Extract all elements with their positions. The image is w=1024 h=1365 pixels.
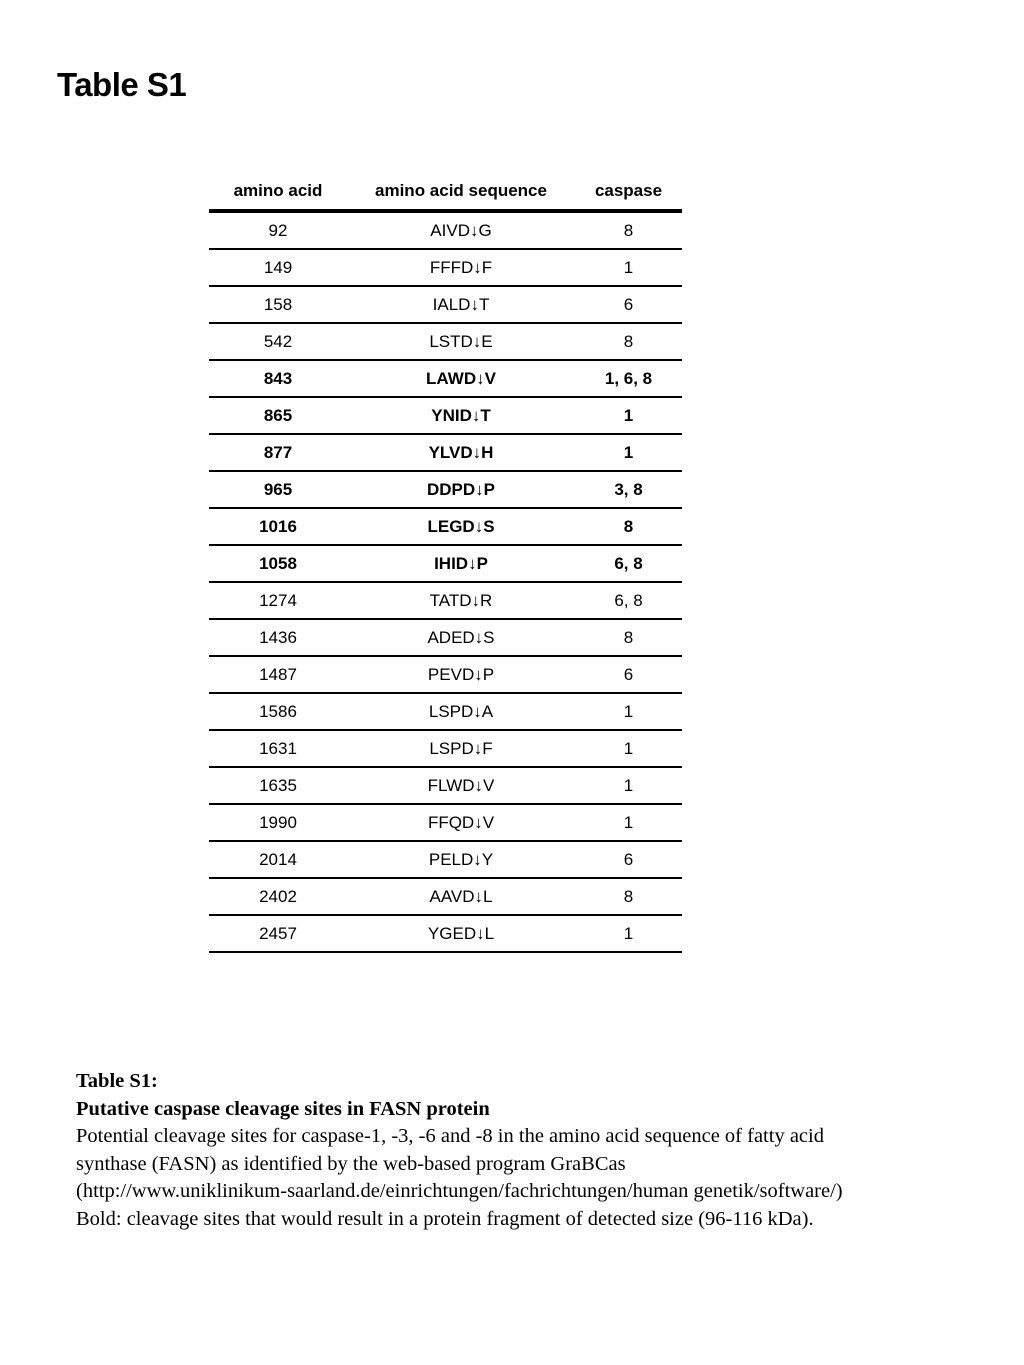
table-row	[209, 360, 682, 397]
table-row	[209, 582, 682, 619]
cell-amino-acid: 1990	[209, 804, 347, 841]
cell-sequence: YNID↓T	[347, 397, 575, 434]
table-row	[209, 323, 682, 360]
cell-caspase: 1	[575, 804, 682, 841]
caption-line: synthase (FASN) as identified by the web-based program GraBCas	[76, 1152, 626, 1175]
cell-caspase: 1, 6, 8	[575, 360, 682, 397]
cell-caspase: 6, 8	[575, 582, 682, 619]
table-row	[209, 545, 682, 582]
cell-caspase: 1	[575, 767, 682, 804]
cell-sequence: YGED↓L	[347, 915, 575, 952]
table-row	[209, 434, 682, 471]
table-header-row	[209, 173, 682, 211]
cell-sequence: IHID↓P	[347, 545, 575, 582]
cell-sequence: LSTD↓E	[347, 323, 575, 360]
table-row	[209, 915, 682, 952]
cell-amino-acid: 877	[209, 434, 347, 471]
cleavage-sites-table	[209, 173, 682, 953]
cell-amino-acid: 1436	[209, 619, 347, 656]
cell-amino-acid: 865	[209, 397, 347, 434]
cell-sequence: FLWD↓V	[347, 767, 575, 804]
cell-caspase: 8	[575, 323, 682, 360]
cell-amino-acid: 1487	[209, 656, 347, 693]
cell-caspase: 8	[575, 878, 682, 915]
table-row	[209, 841, 682, 878]
cell-caspase: 6	[575, 656, 682, 693]
cell-amino-acid: 1016	[209, 508, 347, 545]
table-caption	[76, 1068, 976, 1233]
cell-sequence: PEVD↓P	[347, 656, 575, 693]
cell-caspase: 6	[575, 841, 682, 878]
cell-caspase: 1	[575, 693, 682, 730]
cell-caspase: 1	[575, 915, 682, 952]
cell-sequence: DDPD↓P	[347, 471, 575, 508]
caption-heading: Putative caspase cleavage sites in FASN protein	[76, 1097, 490, 1120]
table-row	[209, 471, 682, 508]
cell-amino-acid: 542	[209, 323, 347, 360]
cell-amino-acid: 1635	[209, 767, 347, 804]
cell-sequence: FFFD↓F	[347, 249, 575, 286]
cell-caspase: 8	[575, 211, 682, 249]
header-amino-acid: amino acid	[209, 173, 347, 211]
cell-sequence: AIVD↓G	[347, 211, 575, 249]
cell-caspase: 3, 8	[575, 471, 682, 508]
table-row	[209, 804, 682, 841]
caption-label: Table S1:	[76, 1070, 158, 1092]
page-title: Table S1	[57, 66, 187, 103]
cell-amino-acid: 1058	[209, 545, 347, 582]
cell-amino-acid: 149	[209, 249, 347, 286]
cell-amino-acid: 1631	[209, 730, 347, 767]
table-row	[209, 656, 682, 693]
cell-sequence: LSPD↓A	[347, 693, 575, 730]
table-row	[209, 249, 682, 286]
cell-caspase: 1	[575, 730, 682, 767]
cell-caspase: 1	[575, 249, 682, 286]
cell-sequence: LAWD↓V	[347, 360, 575, 397]
cell-sequence: TATD↓R	[347, 582, 575, 619]
cell-amino-acid: 158	[209, 286, 347, 323]
cell-sequence: LEGD↓S	[347, 508, 575, 545]
table-row	[209, 397, 682, 434]
cell-sequence: YLVD↓H	[347, 434, 575, 471]
caption-line: Potential cleavage sites for caspase-1, -3, -6 and -8 in the amino acid sequence of fatty acid	[76, 1125, 824, 1147]
table-row	[209, 693, 682, 730]
cell-amino-acid: 2402	[209, 878, 347, 915]
table-row	[209, 286, 682, 323]
cell-amino-acid: 965	[209, 471, 347, 508]
caption-line: Bold: cleavage sites that would result in a protein fragment of detected size (96-116 kDa).	[76, 1207, 814, 1230]
cell-sequence: FFQD↓V	[347, 804, 575, 841]
cell-caspase: 6	[575, 286, 682, 323]
cell-caspase: 6, 8	[575, 545, 682, 582]
cell-sequence: IALD↓T	[347, 286, 575, 323]
cell-amino-acid: 843	[209, 360, 347, 397]
table-row	[209, 730, 682, 767]
header-caspase: caspase	[575, 173, 682, 211]
table-row	[209, 619, 682, 656]
table-row	[209, 508, 682, 545]
cell-amino-acid: 1586	[209, 693, 347, 730]
cell-amino-acid: 1274	[209, 582, 347, 619]
caption-line: (http://www.uniklinikum-saarland.de/einrichtungen/fachrichtungen/human genetik/software/)	[76, 1180, 843, 1202]
cell-caspase: 8	[575, 508, 682, 545]
cell-amino-acid: 92	[209, 211, 347, 249]
cell-sequence: ADED↓S	[347, 619, 575, 656]
header-amino-acid-sequence: amino acid sequence	[347, 173, 575, 211]
cell-amino-acid: 2014	[209, 841, 347, 878]
cell-sequence: PELD↓Y	[347, 841, 575, 878]
cell-caspase: 8	[575, 619, 682, 656]
table-row	[209, 878, 682, 915]
cell-sequence: LSPD↓F	[347, 730, 575, 767]
table-row	[209, 767, 682, 804]
cell-caspase: 1	[575, 434, 682, 471]
table-body	[209, 211, 682, 952]
cell-amino-acid: 2457	[209, 915, 347, 952]
cell-sequence: AAVD↓L	[347, 878, 575, 915]
cell-caspase: 1	[575, 397, 682, 434]
table-row	[209, 211, 682, 249]
